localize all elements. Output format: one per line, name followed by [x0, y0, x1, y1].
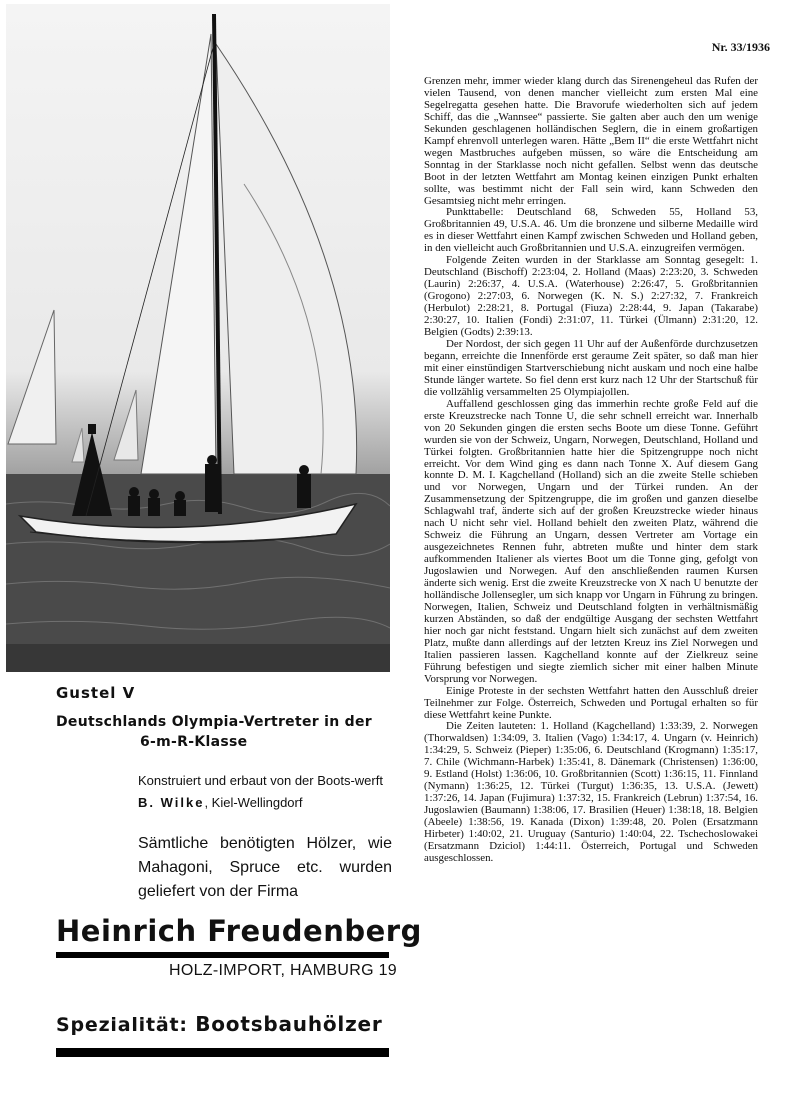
article-paragraph: Punkttabelle: Deutschland 68, Schweden 55, Holland 53, Großbritannien 49, U.S.A. 46. Um die bronzene und silberne Medaille wird es in dieser Wettfahrt einen Kampf zwischen Schweden und Holland geben, in den vielleicht auch Großbritannien und U.S.A. einzugreifen vermögen.	[424, 206, 758, 255]
specialty-label: Spezialität:	[56, 1014, 188, 1036]
article-paragraph: Grenzen mehr, immer wieder klang durch das Sirenengeheul das Rufen der vielen Tausend, von denen mancher vielleicht zum ersten Mal eine Segelregatta gesehen hatte. Die Bravorufe wiederholten sich auf jedem Schiff, das die „Wannsee“ passierte. Sie galten aber auch den um wenige Sekunden geschlagenen holländischen Seglern, die in einem großartigen Kampf ehrenvoll unterlegen waren. Hätte „Bem II“ die erste Wettfahrt nicht wegen Mastbruches aufgeben müssen, so wäre die Entscheidung am Sonntag in der Starklasse noch nicht gefallen. Selbst wenn das deutsche Boot in der letzten Wettfahrt am Montag keinen einzigen Punkt erhalten sollte, was bestimmt nicht der Fall sein wird, kann Schweden den Gesamtsieg nicht mehr erringen.	[424, 75, 758, 207]
headline-line-2: 6-m-R-Klasse	[140, 734, 248, 750]
divider-rule	[56, 952, 389, 958]
specialty-value: Bootsbauhölzer	[195, 1012, 383, 1036]
article-paragraph: Der Nordost, der sich gegen 11 Uhr auf der Außenförde durchzusetzen begann, erreichte die Innenförde erst geraume Zeit später, so daß man hier mit einer einstündigen Startverschiebung nicht auskam und noch eine halbe Stunde länger wartete. So fiel denn erst kurz nach 12 Uhr der Startschuß für die vollzählig versammelten 25 Olympiajollen.	[424, 337, 758, 398]
specialty-line	[56, 1012, 390, 1036]
builder-credit	[138, 770, 390, 814]
article-paragraph: Einige Proteste in der sechsten Wettfahrt hatten den Ausschluß dreier Teilnehmer zur Folge. Österreich, Schweden und Portugal erhalten so für diese Wettfahrt keine Punkte.	[424, 684, 758, 721]
builder-place: , Kiel-Wellingdorf	[204, 795, 303, 810]
article-column	[424, 76, 758, 865]
woods-text: Sämtliche benötigten Hölzer, wie Mahagoni, Spruce etc. wurden geliefert von der Firma	[138, 835, 392, 900]
boat-name: Gustel V	[56, 684, 136, 702]
sailboat-photo	[6, 4, 390, 672]
company-subtitle: HOLZ-IMPORT, HAMBURG 19	[169, 962, 397, 979]
issue-number: Nr. 33/1936	[711, 40, 770, 54]
bottom-rule	[56, 1048, 389, 1057]
headline-line-1: Deutschlands Olympia-Vertreter in der	[56, 714, 372, 730]
article-paragraph: Folgende Zeiten wurden in der Starklasse am Sonntag gesegelt: 1. Deutschland (Bischoff) 2:23:04, 2. Holland (Maas) 2:23:20, 3. Schweden (Laurin) 2:26:37, 4. U.S.A. (Waterhouse) 2:26:47, 5. Großbritannien (Grogono) 2:27:03, 6. Norwegen (K. N. S.) 2:27:32, 7. Frankreich (Herbulot) 2:28:21, 8. Portugal (Fiuza) 2:28:44, 9. Japan (Takarabe) 2:30:27, 10. Italien (Fondi) 2:31:07, 11. Türkei (Ülmann) 2:31:20, 12. Belgien (Godts) 2:39:13.	[424, 254, 758, 339]
builder-name: B. Wilke	[138, 795, 205, 810]
ad-headline	[56, 712, 392, 752]
article-paragraph: Auffallend geschlossen ging das immerhin rechte große Feld auf die erste Kreuzstrecke nach Tonne U, die sehr schnell erreicht war. Innerhalb von 20 Sekunden gingen die ersten sechs Boote um diese Tonne. Geführt wurden sie von der Schweiz, Ungarn, Norwegen, Deutschland, Holland und Türkei folgten. Großbritannien hatte hier die Spitzengruppe noch nicht erreicht. Vor dem Wind ging es dann nach Tonne X. Auf diesem Gang konnte D. M. I. Kagchelland (Holland) sich an die zweite Stelle schieben und vor Norwegen, Ungarn und der Türkei runden. An der Zusammensetzung der Spitzengruppe, die im großen und ganzen dieselbe Schlagwahl traf, änderte sich auf der großen Kreuzstrecke wieder hinaus nach U nicht sehr viel. Holland behielt den zweiten Platz, während die Schweiz die Führung an Ungarn, dessen Vertreter am Vortage ein ausgezeichnetes Rennen fuhr, abtreten mußte und hinter dem stark aufkommenden Italiener als viertes Boot um die Tonne ging, gefolgt von Jugoslawien und Norwegen. Auf den anschließenden raumen Kursen änderte sich wenig. Erst die zweite Kreuzstrecke von X nach U benutzte der holländische Jollensegler, um sich knapp vor Ungarn in Führung zu bringen. Norwegen, Italien, Schweiz und Deutschland folgten in verhältnismäßig kurzen Abständen, so daß der endgültige Ausgang der sechsten Wettfahrt hier noch gar nicht feststand. Ungarn hielt sich zunächst auf dem zweiten Platz, mußte dann allerdings auf der letzten Kreuz ins Ziel Norwegen und Italien passieren lassen. Kagchelland konnte auf der Zielkreuz seine Führung befestigen und siegte ziemlich sicher mit einer halben Minute Vorsprung vor Norwegen.	[424, 397, 758, 685]
company-name: Heinrich Freudenberg	[56, 914, 422, 948]
sailboat-illustration	[6, 4, 390, 672]
article-paragraph: Die Zeiten lauteten: 1. Holland (Kagchelland) 1:33:39, 2. Norwegen (Thorwaldsen) 1:34:09, 3. Italien (Vago) 1:34:17, 4. Ungarn (v. Heinrich) 1:34:29, 5. Schweiz (Pieper) 1:35:06, 6. Deutschland (Krogmann) 1:35:17, 7. Chile (Wichmann-Harbek) 1:35:41, 8. Dänemark (Christensen) 1:36:00, 9. Estland (Holst) 1:36:06, 10. Großbritannien (Scott) 1:36:15, 11. Finnland (Nymann) 1:36:25, 12. Türkei (Turgut) 1:36:35, 13. U.S.A. (Jewett) 1:37:26, 14. Japan (Fujimura) 1:37:32, 15. Frankreich (Lebrun) 1:37:54, 16. Jugoslawien (Baumann) 1:38:06, 17. Brasilien (Heuer) 1:38:18, 18. Belgien (Abeele) 1:38:56, 19. Kanada (Dixon) 1:39:48, 20. Polen (Ersatzmann Hirbeter) 1:40:02, 21. Uruguay (Santurio) 1:40:04, 22. Tschechoslowakei (Ersatzmann Dziciol) 1:44:11. Österreich, Portugal und Schweden ausgeschlossen.	[424, 720, 758, 864]
builder-text: Konstruiert und erbaut von der Boots-werft	[138, 773, 383, 788]
